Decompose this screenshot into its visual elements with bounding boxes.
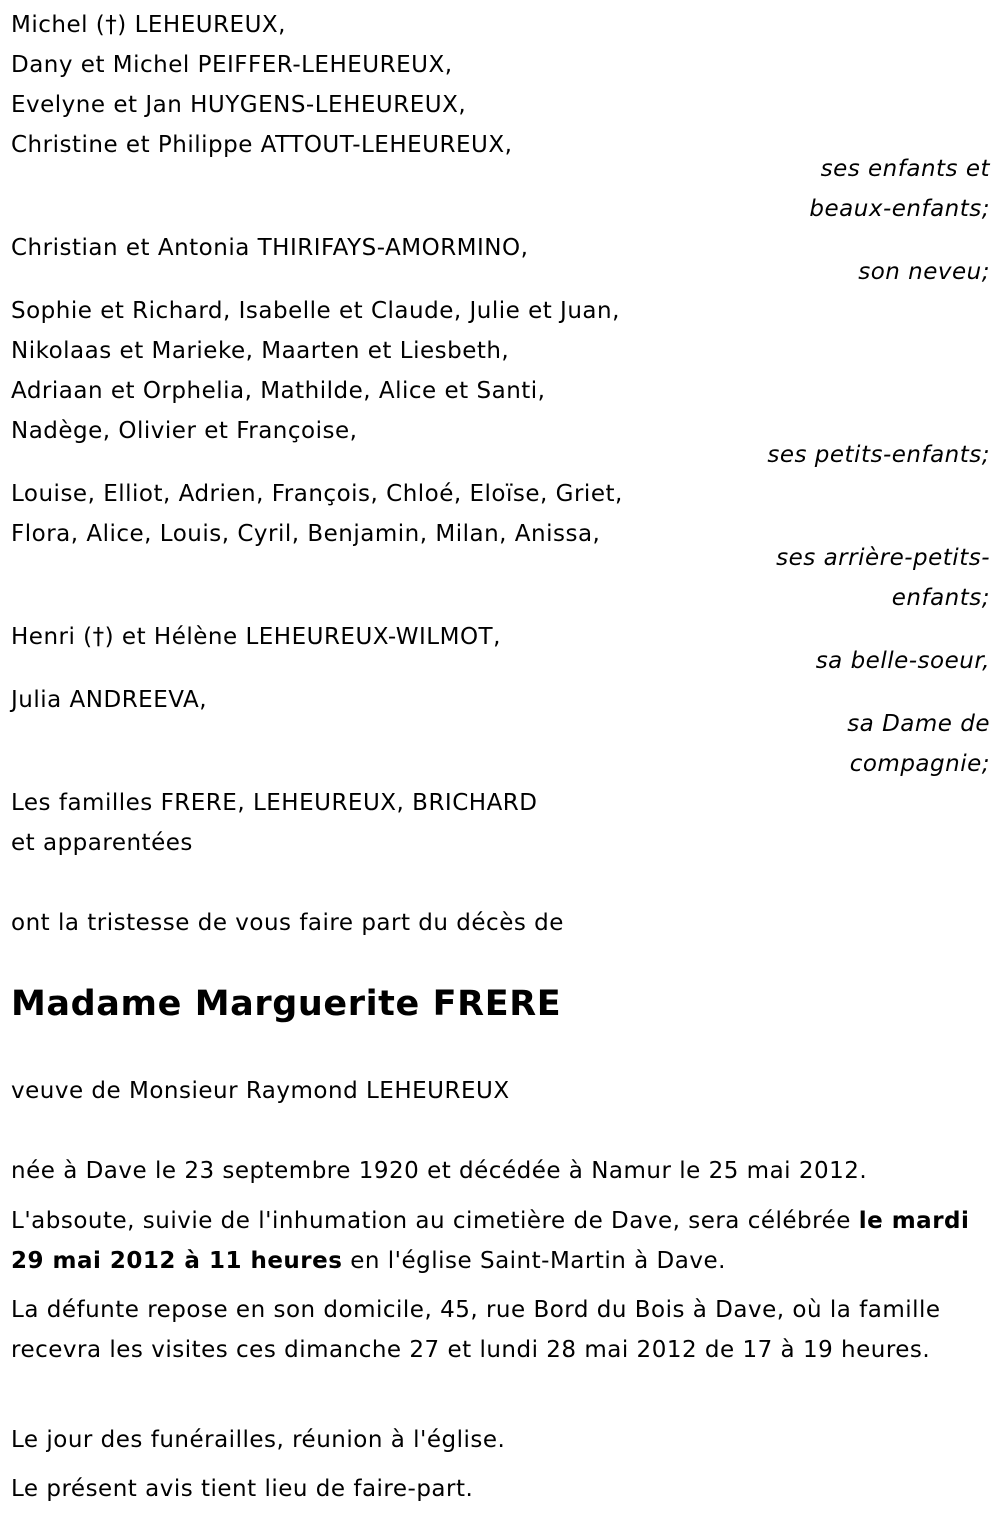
ceremony-date: le mardi 29 mai 2012 à 11 heures bbox=[11, 1208, 970, 1274]
relation-label: ses arrière-petits- bbox=[776, 545, 990, 571]
family-line: Michel (†) LEHEUREUX, bbox=[11, 12, 286, 38]
family-line: Adriaan et Orphelia, Mathilde, Alice et Santi, bbox=[11, 378, 546, 404]
relation-label: sa Dame de bbox=[847, 711, 990, 737]
birth-death-text: née à Dave le 23 septembre 1920 et décédée à Namur le 25 mai 2012. bbox=[11, 1158, 868, 1184]
relation-label: enfants; bbox=[891, 585, 990, 611]
family-line: Christian et Antonia THIRIFAYS-AMORMINO, bbox=[11, 235, 529, 261]
relation-label: sa belle-soeur, bbox=[815, 648, 990, 674]
announcement-text: ont la tristesse de vous faire part du décès de bbox=[11, 910, 564, 936]
meeting-text: Le jour des funérailles, réunion à l'église. bbox=[11, 1427, 506, 1453]
notice-text: Le présent avis tient lieu de faire-part. bbox=[11, 1476, 474, 1502]
relation-label: ses petits-enfants; bbox=[767, 442, 990, 468]
relation-label: beaux-enfants; bbox=[809, 196, 990, 222]
relation-label: ses enfants et bbox=[820, 156, 990, 182]
family-line: Flora, Alice, Louis, Cyril, Benjamin, Milan, Anissa, bbox=[11, 521, 601, 547]
family-line: Nikolaas et Marieke, Maarten et Liesbeth, bbox=[11, 338, 510, 364]
family-line: Sophie et Richard, Isabelle et Claude, Julie et Juan, bbox=[11, 298, 620, 324]
family-line: Henri (†) et Hélène LEHEUREUX-WILMOT, bbox=[11, 624, 501, 650]
family-line: et apparentées bbox=[11, 830, 193, 856]
visits-paragraph: La défunte repose en son domicile, 45, rue Bord du Bois à Dave, où la famille recevra les visites ces dimanche 27 et lundi 28 mai 2012 de 17 à 19 heures. bbox=[11, 1297, 941, 1363]
family-line: Dany et Michel PEIFFER-LEHEUREUX, bbox=[11, 52, 453, 78]
ceremony-paragraph bbox=[11, 1201, 996, 1281]
widow-of-text: veuve de Monsieur Raymond LEHEUREUX bbox=[11, 1078, 510, 1104]
family-line: Christine et Philippe ATTOUT-LEHEUREUX, bbox=[11, 132, 513, 158]
relation-label: compagnie; bbox=[849, 751, 990, 777]
relation-label: son neveu; bbox=[858, 259, 990, 285]
family-line: Julia ANDREEVA, bbox=[11, 687, 208, 713]
family-line: Les familles FRERE, LEHEUREUX, BRICHARD bbox=[11, 790, 538, 816]
deceased-name: Madame Marguerite FRERE bbox=[11, 984, 562, 1024]
ceremony-location: en l'église Saint-Martin à Dave. bbox=[342, 1248, 726, 1274]
family-line: Louise, Elliot, Adrien, François, Chloé, Eloïse, Griet, bbox=[11, 481, 623, 507]
ceremony-text: L'absoute, suivie de l'inhumation au cimetière de Dave, sera célébrée bbox=[11, 1208, 859, 1234]
family-line: Evelyne et Jan HUYGENS-LEHEUREUX, bbox=[11, 92, 467, 118]
family-line: Nadège, Olivier et Françoise, bbox=[11, 418, 358, 444]
